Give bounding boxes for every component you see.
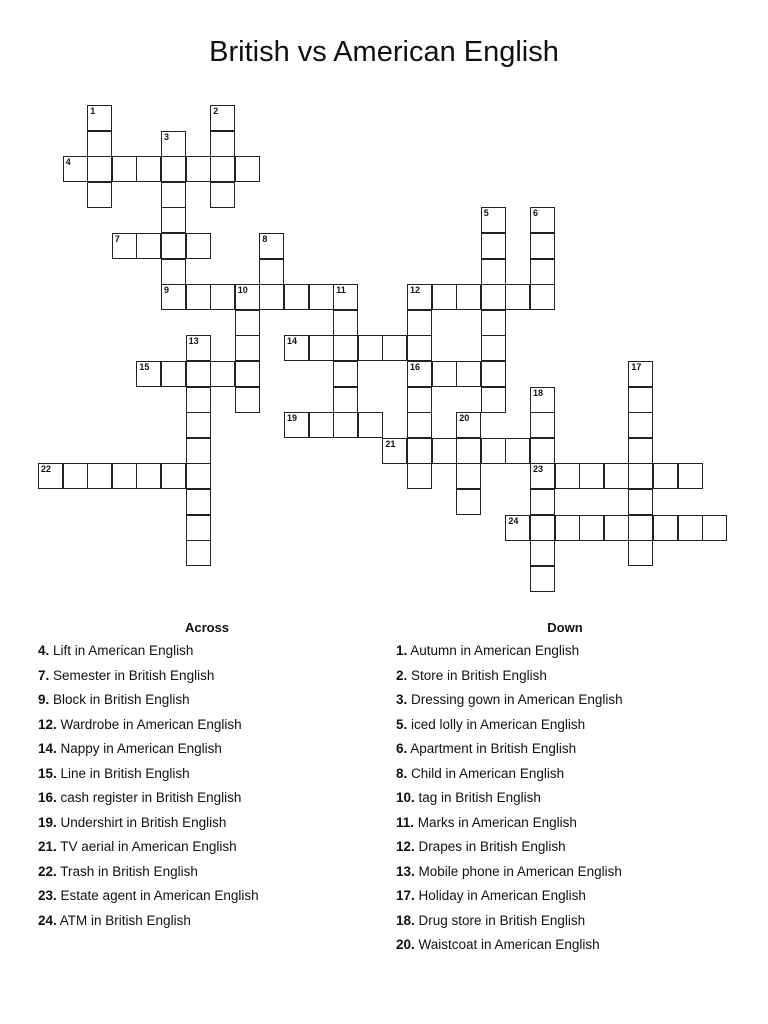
clue-number: 13. xyxy=(396,863,415,879)
across-clue xyxy=(38,715,368,740)
grid-cell[interactable] xyxy=(628,361,653,387)
grid-cell[interactable] xyxy=(358,335,383,361)
clue-number: 12. xyxy=(396,839,415,854)
grid-cell[interactable] xyxy=(432,284,457,310)
grid-cell[interactable] xyxy=(186,156,211,182)
grid-cell[interactable] xyxy=(505,438,530,464)
clue-text: Block in British English xyxy=(49,692,190,707)
grid-cell[interactable] xyxy=(38,463,63,489)
cell-number: 7 xyxy=(114,234,120,244)
cell-number: 24 xyxy=(508,515,519,526)
clue-text: ATM in British English xyxy=(56,912,191,928)
grid-cell[interactable] xyxy=(481,259,506,285)
grid-cell[interactable] xyxy=(87,105,112,131)
grid-cell[interactable] xyxy=(604,463,629,489)
grid-cell[interactable] xyxy=(456,361,481,387)
grid-cell[interactable] xyxy=(235,361,260,387)
clue-number: 4. xyxy=(38,643,50,658)
across-clue-list xyxy=(38,641,368,935)
clue-text: Dressing gown in American English xyxy=(407,692,623,707)
grid-cell[interactable] xyxy=(456,489,481,515)
clue-text: Semester in British English xyxy=(49,667,215,683)
down-clue xyxy=(396,764,726,789)
grid-cell[interactable] xyxy=(210,131,235,157)
grid-cell[interactable] xyxy=(284,335,309,361)
grid-cell[interactable] xyxy=(210,284,235,310)
puzzle-title: British vs American English xyxy=(209,36,559,68)
grid-cell[interactable] xyxy=(653,463,678,489)
clue-number: 14. xyxy=(38,741,57,756)
down-clues xyxy=(396,619,726,960)
grid-cell[interactable] xyxy=(456,438,481,464)
grid-cell[interactable] xyxy=(505,515,530,541)
grid-cell[interactable] xyxy=(604,515,629,541)
across-clue xyxy=(38,690,368,715)
down-clue xyxy=(396,911,726,936)
grid-cell[interactable] xyxy=(161,233,186,259)
down-clue-list xyxy=(396,641,726,960)
grid-cell[interactable] xyxy=(186,387,211,413)
grid-cell[interactable] xyxy=(481,387,506,413)
grid-cell[interactable] xyxy=(63,463,88,489)
cell-number: 23 xyxy=(533,464,544,475)
grid-cell[interactable] xyxy=(530,259,555,285)
grid-cell[interactable] xyxy=(530,207,555,233)
clue-number: 16. xyxy=(38,790,57,805)
grid-cell[interactable] xyxy=(407,438,432,464)
grid-cell[interactable] xyxy=(186,335,211,361)
down-clue xyxy=(396,813,726,838)
clue-number: 22. xyxy=(38,863,57,879)
across-clue xyxy=(38,764,368,789)
grid-cell[interactable] xyxy=(235,310,260,336)
down-clue xyxy=(396,715,726,740)
clue-text: Line in British English xyxy=(56,765,190,781)
across-clue xyxy=(38,788,368,813)
cell-number: 14 xyxy=(287,336,298,347)
grid-cell[interactable] xyxy=(259,233,284,259)
clue-number: 20. xyxy=(396,937,415,952)
grid-cell[interactable] xyxy=(161,284,186,310)
grid-cell[interactable] xyxy=(136,361,161,387)
grid-cell[interactable] xyxy=(530,438,555,464)
clue-number: 12. xyxy=(38,716,57,732)
grid-cell[interactable] xyxy=(481,284,506,310)
clue-text: Drug store in British English xyxy=(414,912,586,928)
grid-cell[interactable] xyxy=(112,156,137,182)
cell-number: 8 xyxy=(262,234,268,244)
cell-number: 19 xyxy=(287,413,298,424)
across-clue xyxy=(38,641,368,666)
grid-cell[interactable] xyxy=(456,463,481,489)
grid-cell[interactable] xyxy=(628,540,653,566)
cell-number: 11 xyxy=(336,285,346,296)
clue-text: Undershirt in British English xyxy=(56,814,227,830)
cell-number: 20 xyxy=(459,413,470,424)
grid-cell[interactable] xyxy=(530,412,555,438)
grid-cell[interactable] xyxy=(628,489,653,515)
grid-cell[interactable] xyxy=(186,438,211,464)
across-heading: Across xyxy=(184,620,230,635)
grid-cell[interactable] xyxy=(333,335,358,361)
grid-cell[interactable] xyxy=(481,310,506,336)
clue-text: Autumn in American English xyxy=(407,643,580,658)
grid-cell[interactable] xyxy=(161,182,186,208)
across-clue xyxy=(38,862,368,887)
grid-cell[interactable] xyxy=(530,566,555,592)
grid-cell[interactable] xyxy=(333,387,358,413)
cell-number: 1 xyxy=(90,106,96,116)
clue-text: Waistcoat in American English xyxy=(414,937,600,952)
grid-cell[interactable] xyxy=(407,335,432,361)
clue-text: Nappy in American English xyxy=(56,741,222,756)
cell-number: 6 xyxy=(533,208,539,219)
clue-text: Estate agent in American English xyxy=(56,888,259,903)
grid-cell[interactable] xyxy=(530,489,555,515)
grid-cell[interactable] xyxy=(407,412,432,438)
grid-cell[interactable] xyxy=(186,463,211,489)
grid-cell[interactable] xyxy=(309,284,334,310)
clue-text: tag in British English xyxy=(414,790,541,805)
grid-cell[interactable] xyxy=(136,233,161,259)
grid-cell[interactable] xyxy=(579,515,604,541)
down-clue xyxy=(396,788,726,813)
grid-cell[interactable] xyxy=(161,259,186,285)
grid-cell[interactable] xyxy=(481,438,506,464)
grid-cell[interactable] xyxy=(702,515,727,541)
grid-cell[interactable] xyxy=(333,412,358,438)
grid-cell[interactable] xyxy=(407,284,432,310)
clue-number: 8. xyxy=(396,765,408,781)
grid-cell[interactable] xyxy=(87,156,112,182)
grid-cell[interactable] xyxy=(678,463,703,489)
grid-cell[interactable] xyxy=(530,233,555,259)
down-clue xyxy=(396,862,726,887)
grid-cell[interactable] xyxy=(481,207,506,233)
grid-cell[interactable] xyxy=(530,463,555,489)
grid-cell[interactable] xyxy=(284,412,309,438)
grid-cell[interactable] xyxy=(407,387,432,413)
clue-number: 17. xyxy=(396,888,415,903)
grid-cell[interactable] xyxy=(235,335,260,361)
down-heading: Down xyxy=(547,620,583,635)
across-clue xyxy=(38,739,368,764)
grid-cell[interactable] xyxy=(432,438,457,464)
clue-number: 1. xyxy=(396,643,408,658)
grid-cell[interactable] xyxy=(382,438,407,464)
clue-text: Apartment in British English xyxy=(407,741,577,756)
clue-text: iced lolly in American English xyxy=(407,716,586,732)
grid-cell[interactable] xyxy=(333,361,358,387)
grid-cell[interactable] xyxy=(112,233,137,259)
grid-cell[interactable] xyxy=(186,540,211,566)
grid-cell[interactable] xyxy=(432,361,457,387)
clue-number: 9. xyxy=(38,692,50,707)
grid-cell[interactable] xyxy=(210,182,235,208)
grid-cell[interactable] xyxy=(628,515,653,541)
clue-text: Lift in American English xyxy=(49,643,194,658)
down-clue xyxy=(396,739,726,764)
grid-cell[interactable] xyxy=(186,515,211,541)
down-clue xyxy=(396,690,726,715)
cell-number: 17 xyxy=(631,362,642,372)
grid-cell[interactable] xyxy=(210,156,235,182)
clue-number: 10. xyxy=(396,790,415,805)
grid-cell[interactable] xyxy=(407,463,432,489)
grid-cell[interactable] xyxy=(358,412,383,438)
grid-cell[interactable] xyxy=(481,233,506,259)
grid-cell[interactable] xyxy=(678,515,703,541)
grid-cell[interactable] xyxy=(87,131,112,157)
clue-number: 2. xyxy=(396,667,408,683)
clue-text: Wardrobe in American English xyxy=(56,716,242,732)
grid-cell[interactable] xyxy=(530,540,555,566)
grid-cell[interactable] xyxy=(530,515,555,541)
down-clue xyxy=(396,641,726,666)
across-clue xyxy=(38,813,368,838)
grid-cell[interactable] xyxy=(481,361,506,387)
grid-cell[interactable] xyxy=(333,310,358,336)
grid-cell[interactable] xyxy=(161,361,186,387)
grid-cell[interactable] xyxy=(136,463,161,489)
clue-number: 23. xyxy=(38,888,57,903)
grid-cell[interactable] xyxy=(579,463,604,489)
clue-text: cash register in British English xyxy=(56,790,242,805)
down-clue xyxy=(396,886,726,911)
grid-cell[interactable] xyxy=(555,463,580,489)
clue-number: 7. xyxy=(38,667,50,683)
across-clue xyxy=(38,666,368,691)
grid-cell[interactable] xyxy=(112,463,137,489)
cell-number: 16 xyxy=(410,362,421,372)
grid-cell[interactable] xyxy=(309,335,334,361)
clue-number: 21. xyxy=(38,839,57,854)
cell-number: 9 xyxy=(164,285,170,296)
grid-cell[interactable] xyxy=(136,156,161,182)
grid-cell[interactable] xyxy=(161,131,186,157)
cell-number: 22 xyxy=(41,464,52,475)
grid-cell[interactable] xyxy=(87,182,112,208)
grid-cell[interactable] xyxy=(259,284,284,310)
clue-number: 11. xyxy=(396,814,415,830)
down-clue xyxy=(396,935,726,960)
clue-text: Holiday in American English xyxy=(414,888,586,903)
across-clue xyxy=(38,837,368,862)
cell-number: 4 xyxy=(65,157,71,168)
grid-cell[interactable] xyxy=(456,284,481,310)
grid-cell[interactable] xyxy=(210,105,235,131)
grid-cell[interactable] xyxy=(407,361,432,387)
clue-number: 15. xyxy=(38,765,57,781)
clue-text: Marks in American English xyxy=(414,814,577,830)
grid-cell[interactable] xyxy=(210,361,235,387)
grid-cell[interactable] xyxy=(161,156,186,182)
clue-number: 5. xyxy=(396,716,408,732)
grid-cell[interactable] xyxy=(235,156,260,182)
clue-number: 19. xyxy=(38,814,57,830)
across-clues xyxy=(38,619,368,935)
grid-cell[interactable] xyxy=(87,463,112,489)
grid-cell[interactable] xyxy=(333,284,358,310)
grid-cell[interactable] xyxy=(186,361,211,387)
grid-cell[interactable] xyxy=(628,412,653,438)
down-clue xyxy=(396,837,726,862)
grid-cell[interactable] xyxy=(530,387,555,413)
grid-cell[interactable] xyxy=(628,463,653,489)
cell-number: 15 xyxy=(139,362,150,372)
cell-number: 3 xyxy=(164,131,170,142)
clue-text: Drapes in British English xyxy=(414,839,566,854)
grid-cell[interactable] xyxy=(259,259,284,285)
clue-number: 24. xyxy=(38,912,57,928)
grid-cell[interactable] xyxy=(161,207,186,233)
clue-text: TV aerial in American English xyxy=(56,839,237,854)
grid-cell[interactable] xyxy=(505,284,530,310)
clue-number: 18. xyxy=(396,912,415,928)
grid-cell[interactable] xyxy=(530,284,555,310)
grid-cell[interactable] xyxy=(653,515,678,541)
grid-cell[interactable] xyxy=(186,284,211,310)
cell-number: 2 xyxy=(213,106,219,116)
clue-text: Trash in British English xyxy=(56,863,198,879)
grid-cell[interactable] xyxy=(186,233,211,259)
grid-cell[interactable] xyxy=(628,387,653,413)
clue-text: Child in American English xyxy=(407,765,565,781)
cell-number: 21 xyxy=(385,438,396,449)
grid-cell[interactable] xyxy=(382,335,407,361)
across-clue xyxy=(38,911,368,936)
grid-cell[interactable] xyxy=(186,412,211,438)
cell-number: 12 xyxy=(410,285,421,296)
grid-cell[interactable] xyxy=(186,489,211,515)
grid-cell[interactable] xyxy=(284,284,309,310)
cell-number: 18 xyxy=(533,387,544,398)
grid-cell[interactable] xyxy=(235,387,260,413)
clue-number: 6. xyxy=(396,741,408,756)
grid-cell[interactable] xyxy=(481,335,506,361)
grid-cell[interactable] xyxy=(628,438,653,464)
cell-number: 5 xyxy=(483,208,489,219)
grid-cell[interactable] xyxy=(407,310,432,336)
down-clue xyxy=(396,666,726,691)
cell-number: 10 xyxy=(237,285,248,296)
clue-text: Mobile phone in American English xyxy=(414,863,622,879)
grid-cell[interactable] xyxy=(456,412,481,438)
clue-number: 3. xyxy=(396,692,408,707)
clue-text: Store in British English xyxy=(407,667,547,683)
grid-cell[interactable] xyxy=(161,463,186,489)
cell-number: 13 xyxy=(188,336,199,347)
grid-cell[interactable] xyxy=(235,284,260,310)
grid-cell[interactable] xyxy=(555,515,580,541)
grid-cell[interactable] xyxy=(63,156,88,182)
across-clue xyxy=(38,886,368,911)
grid-cell[interactable] xyxy=(309,412,334,438)
